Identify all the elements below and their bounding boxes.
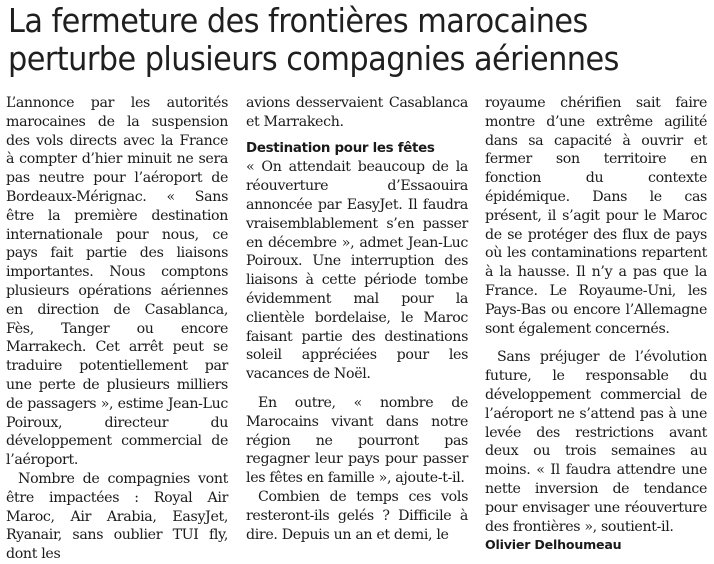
paragraph: avions desservaient Casablanca et Marrakech. [246, 95, 468, 130]
column-3 [485, 94, 707, 555]
paragraph: royaume chérifien sait faire montre d’une extrême agilité dans sa capacité à ouvrir et fermer son territoire en fonction du contexte épidémique. Dans le cas présent, il s’agit pour le Maroc de se protéger des flux de pays où les contaminations repartent à la hausse. Il n’y a pas que la France. Le Royaume-Uni, les Pays-Bas ou encore l’Allemagne sont également concernés. [485, 95, 707, 337]
paragraph: Combien de temps ces vols resteront-ils gelés ? Difficile à dire. Depuis un an et demi, le [246, 488, 468, 543]
paragraph: Nombre de compagnies vont être impactées : Royal Air Maroc, Air Arabia, EasyJet, Ryanair, sans oublier TUI fly, dont les [6, 470, 228, 563]
paragraph: L’annonce par les autorités marocaines de la suspension des vols directs avec la France à compter d’hier minuit ne sera pas neutre pour l’aéroport de Bordeaux-Mérignac. « Sans être la première destination internationale pour nous, ce pays fait partie des liaisons importantes. Nous comptons plusieurs opérations aériennes en direction de Casablanca, Fès, Tanger ou encore Marrakech. Cet arrêt peut se traduire potentiellement par une perte de plusieurs milliers de passagers », estime Jean-Luc Poiroux, directeur du développement commercial de l’aéroport. [6, 95, 228, 469]
paragraph: « On attendait beaucoup de la réouverture d’Essaouira annoncée par EasyJet. Il faudra vraisemblablement s’en passer en décembre », admet Jean-Luc Poiroux. Une interruption des liaisons à cette période tombe évidemment mal pour la clientèle bordelaise, le Maroc faisant partie des destinations soleil appréciées pour les vacances de Noël. [246, 159, 468, 383]
paragraph-gap [485, 338, 707, 348]
paragraph: En outre, « nombre de Marocains vivant dans notre région ne pourront pas regagner leur pays pour passer les fêtes en famille », ajoute-t-il. [246, 394, 468, 487]
section-subheading: Destination pour les fêtes [246, 140, 435, 156]
paragraph-gap [246, 384, 468, 394]
column-2 [246, 94, 468, 544]
author-byline: Olivier Delhoumeau [485, 537, 622, 553]
paragraph: Sans préjuger de l’évolution future, le responsable du développement commercial de l’aéroport ne s’attend pas à une levée des restrictions avant deux ou trois semaines au moins. « Il faudra attendre une nette inversion de tendance pour envisager une réouverture des frontières », soutient-il. [485, 349, 707, 535]
article-headline: La fermeture des frontières marocaines perturbe plusieurs compagnies aériennes [8, 1, 619, 78]
column-1 [6, 94, 228, 564]
article-body [6, 94, 708, 563]
